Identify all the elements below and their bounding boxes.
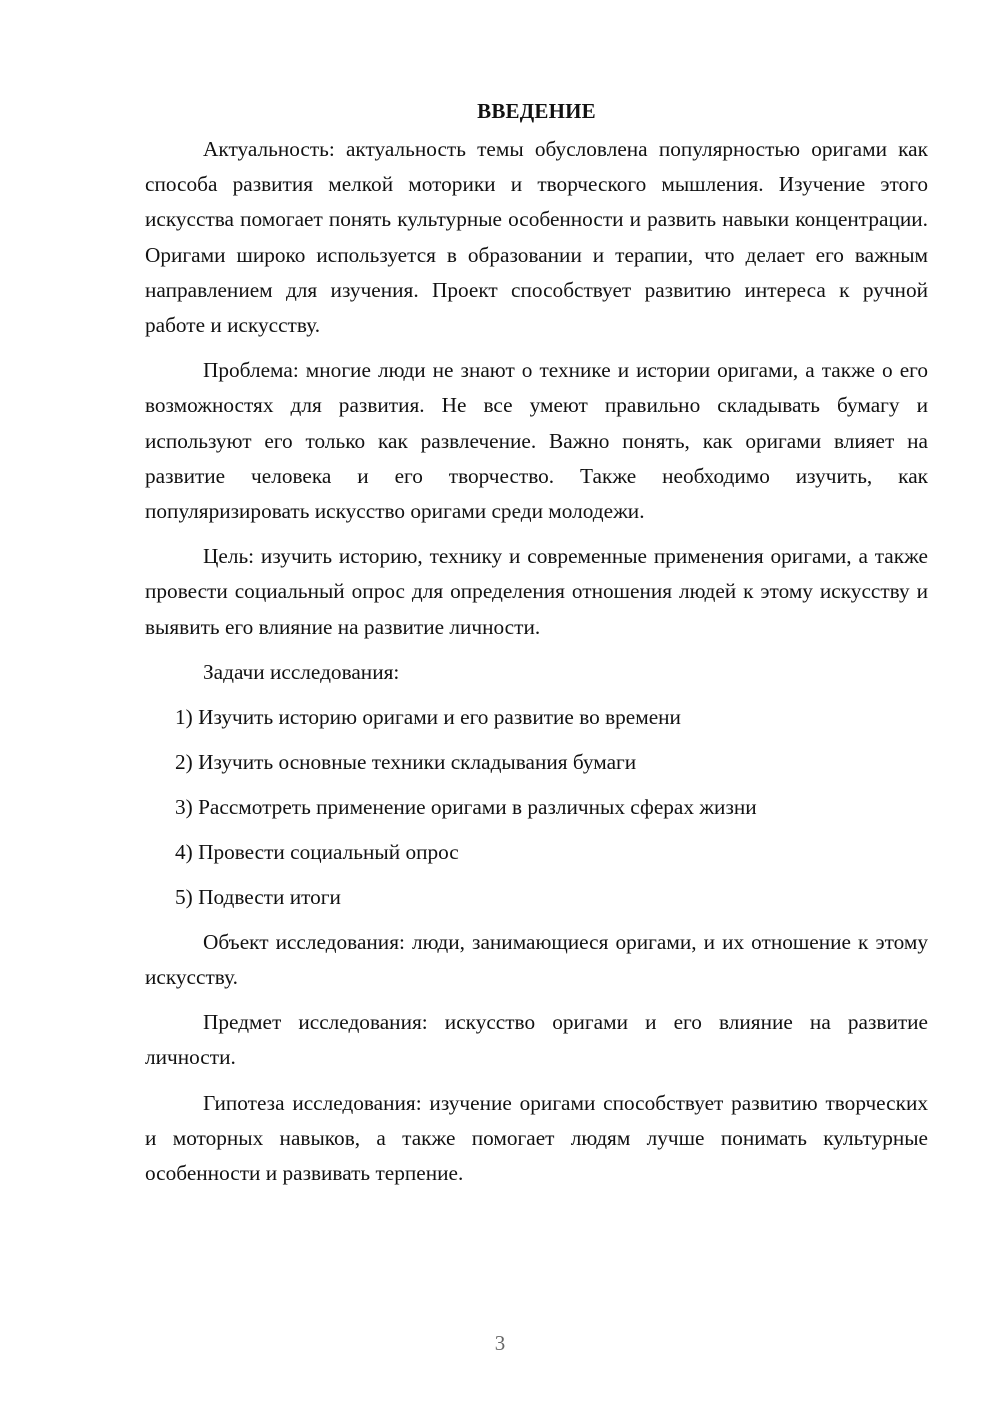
page-title: ВВЕДЕНИЕ bbox=[477, 99, 596, 123]
paragraph-problem: Проблема: многие люди не знают о технике и истории оригами, а также о его возможностях для развития. Не все умеют правильно складывать бумагу и используют его только как развлечение. Важно понять, как оригами влияет на развитие человека и его творчество. Также необходимо изучить, как популяризировать искусство оригами среди молодежи. bbox=[145, 358, 928, 524]
paragraph-object: Объект исследования: люди, занимающиеся оригами, и их отношение к этому искусству. bbox=[145, 929, 928, 990]
tasks-label: Задачи исследования: bbox=[203, 659, 400, 684]
paragraph-relevance: Актуальность: актуальность темы обусловлена популярностью оригами как способа развития мелкой моторики и творческого мышления. Изучение этого искусства помогает понять культурные особенности и развить навыки концентрации. Оригами широко используется в образовании и терапии, что делает его важным направлением для изучения. Проект способствует развитию интереса к ручной работе и искусству. bbox=[145, 137, 928, 338]
task-item: 1) Изучить историю оригами и его развитие во времени bbox=[175, 704, 681, 729]
paragraph-subject: Предмет исследования: искусство оригами и его влияние на развитие личности. bbox=[145, 1010, 928, 1070]
document-page bbox=[145, 94, 928, 1201]
task-list bbox=[145, 700, 928, 915]
task-item: 2) Изучить основные техники складывания бумаги bbox=[175, 749, 637, 774]
task-item: 3) Рассмотреть применение оригами в различных сферах жизни bbox=[175, 794, 757, 819]
paragraph-hypothesis: Гипотеза исследования: изучение оригами способствует развитию творческих и моторных навыков, а также помогает людям лучше понимать культурные особенности и развивать терпение. bbox=[145, 1090, 928, 1186]
paragraph-goal: Цель: изучить историю, технику и современные применения оригами, а также провести социальный опрос для определения отношения людей к этому искусству и выявить его влияние на развитие личности. bbox=[145, 544, 928, 639]
page-number: 3 bbox=[494, 1331, 506, 1355]
task-item: 5) Подвести итоги bbox=[175, 884, 341, 909]
task-item: 4) Провести социальный опрос bbox=[175, 839, 459, 864]
